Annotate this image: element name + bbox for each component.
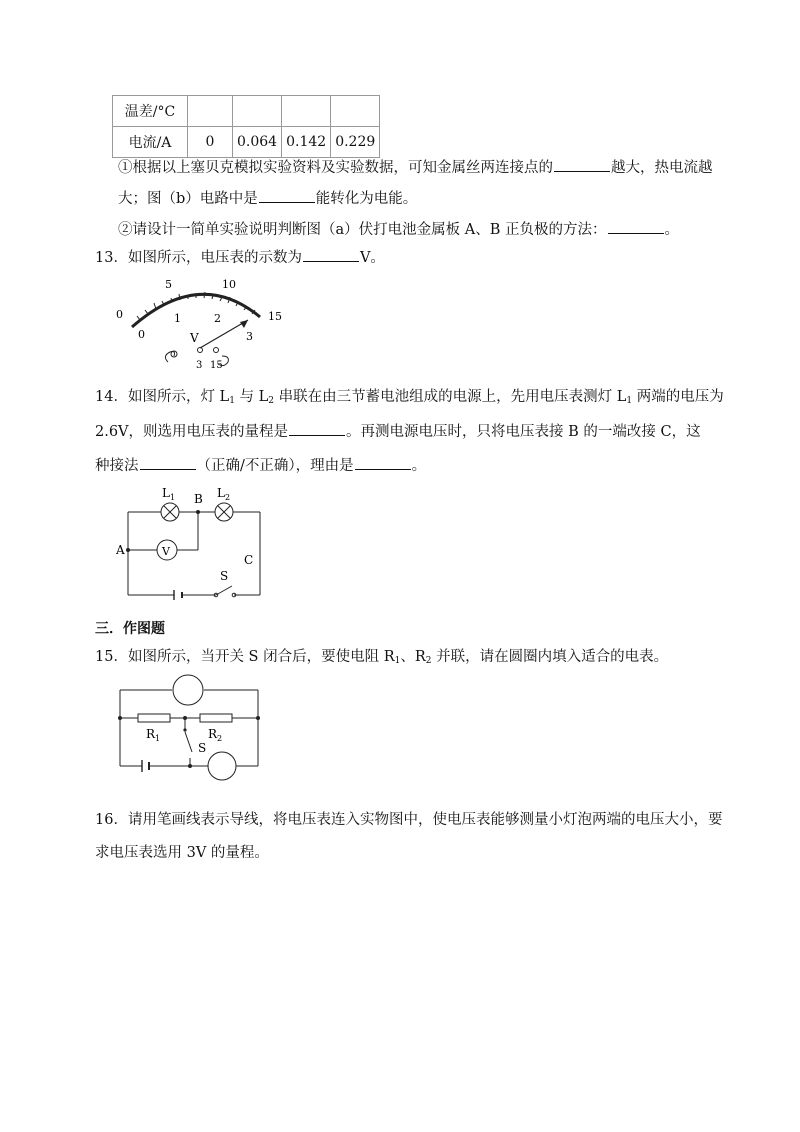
table-cell [233, 96, 282, 127]
terminal-15 [214, 348, 219, 353]
answer-blank[interactable] [554, 157, 610, 172]
q14-text: 与 L [234, 389, 269, 405]
q15-text: 、R [400, 649, 426, 665]
label-R2: $R_2$ [208, 727, 223, 743]
data-table [112, 95, 380, 158]
q14-text: 两端的电压为 [632, 389, 724, 405]
q12-text: ②请设计一简单实验说明判断图（a）伏打电池金属板 A、B 正负极的方法： [118, 222, 607, 238]
q15-text: 15．如图所示，当开关 S 闭合后，要使电阻 R [95, 649, 395, 665]
q13-question [95, 247, 385, 268]
dial-needle [200, 320, 248, 348]
label-L2: $L_2$ [217, 486, 231, 502]
section-heading: 三．作图题 [95, 621, 165, 637]
meter-blank-circle-bottom[interactable] [208, 752, 236, 780]
resistor-R1 [138, 714, 170, 722]
q12-line-1 [118, 157, 713, 178]
q12-text: 大；图（b）电路中是 [118, 191, 258, 207]
terminal-3 [198, 348, 203, 353]
subscript: 2 [268, 396, 275, 406]
q12-line-3 [118, 219, 679, 240]
dial-label: 1 [174, 312, 181, 325]
voltmeter-dial-figure [110, 272, 290, 372]
voltmeter-label: V [162, 545, 170, 558]
junction-node [188, 764, 192, 768]
table-cell: 0 [188, 127, 233, 158]
q14-line-2 [95, 421, 701, 442]
answer-blank[interactable] [289, 421, 345, 436]
table-row [113, 127, 380, 158]
q13-text: 13．如图所示，电压表的示数为 [95, 250, 302, 266]
subscript: 2 [425, 656, 432, 666]
q14-line-1 [95, 387, 724, 411]
subscript: 1 [229, 396, 235, 406]
q12-line-2 [118, 188, 417, 209]
dial-label: 2 [214, 312, 221, 325]
label-B: B [194, 492, 203, 506]
table-cell [331, 96, 380, 127]
q14-text: 14．如图所示，灯 L [95, 389, 230, 405]
dial-label: 5 [165, 278, 172, 291]
q16-line-2: 求电压表选用 3V 的量程。 [95, 845, 269, 861]
q16-line-1: 16．请用笔画线表示导线，将电压表连入实物图中，使电压表能够测量小灯泡两端的电压大小，要 [95, 812, 723, 828]
answer-blank[interactable] [259, 188, 315, 203]
label-S: S [220, 569, 229, 583]
q12-text: 。 [664, 222, 679, 238]
q12-text: 越大，热电流越 [611, 160, 713, 176]
table-cell [282, 96, 331, 127]
table-cell: 0.142 [282, 127, 331, 158]
dial-label: 0 [138, 328, 145, 341]
q14-text: （正确/不正确），理由是 [196, 458, 354, 474]
q13-text: V。 [359, 250, 385, 266]
dial-label: 3 [246, 330, 253, 343]
dial-label: 15 [268, 310, 282, 323]
terminal-label: 3 [196, 360, 203, 371]
table-cell: 0.064 [233, 127, 282, 158]
answer-blank[interactable] [303, 247, 359, 262]
terminal-label: 15 [210, 360, 223, 371]
dial-ticks [137, 292, 255, 320]
table-header-cell: 电流/A [113, 127, 188, 158]
meter-unit: V [190, 331, 199, 345]
q14-text: 种接法 [95, 458, 139, 474]
dial-label: 0 [116, 308, 123, 321]
label-L1: $L_1$ [162, 486, 176, 502]
q14-text: 。再测电源电压时，只将电压表接 B 的一端改接 C，这 [346, 424, 701, 440]
node-B [196, 510, 200, 514]
series-circuit-diagram [110, 480, 270, 605]
label-S: S [198, 741, 207, 755]
parallel-circuit-diagram [112, 672, 272, 784]
q15-text: 并联，请在圆圈内填入适合的电表。 [431, 649, 669, 665]
q12-text: 能转化为电能。 [315, 191, 418, 207]
table-row [113, 96, 380, 127]
q14-text: 2.6V，则选用电压表的量程是 [95, 424, 289, 440]
dial-label: 10 [222, 278, 236, 291]
q14-text: 串联在由三节蓄电池组成的电源上，先用电压表测灯 L [274, 389, 627, 405]
meter-blank-circle-top[interactable] [173, 675, 203, 705]
node-A [126, 548, 130, 552]
switch-blade [185, 732, 192, 752]
junction-node [256, 716, 260, 720]
label-A: A [116, 543, 125, 557]
answer-blank[interactable] [355, 455, 411, 470]
resistor-R2 [200, 714, 232, 722]
label-R1: $R_1$ [146, 727, 161, 743]
q15-question [95, 647, 668, 671]
table-cell: 0.229 [331, 127, 380, 158]
table-header-cell: 温差/°C [113, 96, 188, 127]
q14-line-3 [95, 455, 426, 476]
answer-blank[interactable] [140, 455, 196, 470]
q14-text: 。 [411, 458, 427, 474]
q12-text: ①根据以上塞贝克模拟实验资料及实验数据，可知金属丝两连接点的 [118, 160, 553, 176]
junction-node [118, 716, 122, 720]
subscript: 1 [626, 396, 633, 406]
junction-node [183, 716, 187, 720]
switch-blade [216, 586, 232, 595]
table-cell [188, 96, 233, 127]
subscript: 1 [394, 656, 401, 666]
switch-contact [183, 728, 186, 731]
answer-blank[interactable] [608, 219, 664, 234]
label-C: C [244, 553, 254, 567]
